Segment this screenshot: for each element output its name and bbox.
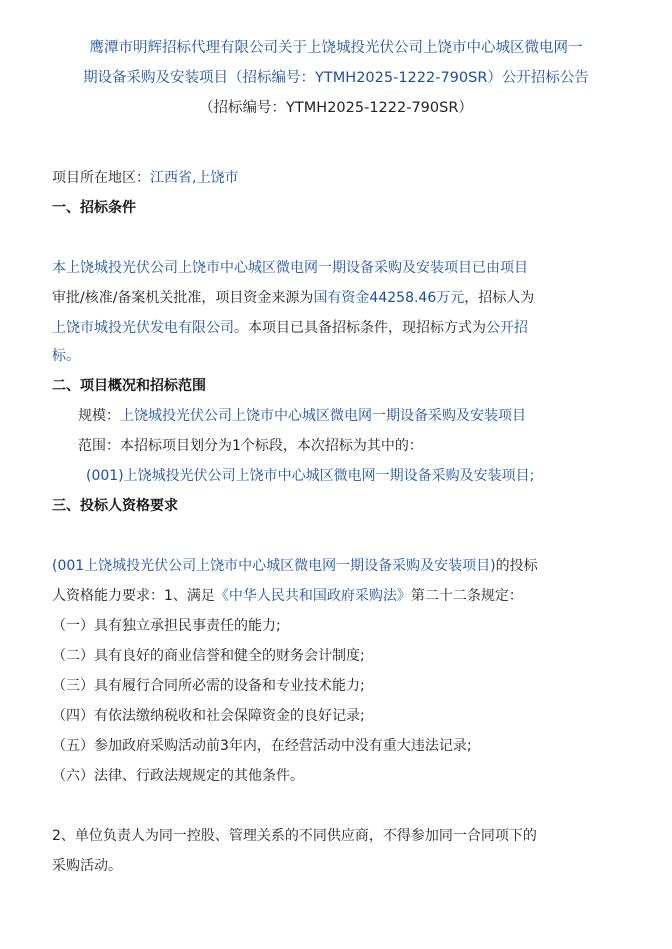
procurement-law-article: 第二十二条规定：: [410, 588, 523, 604]
announcement-title-line-1: 鹰潭市明辉招标代理有限公司关于上饶城投光伏公司上饶市中心城区微电网一: [89, 40, 583, 56]
tenderer-name: 上饶市城投光伏发电有限公司: [52, 320, 234, 336]
project-region: [52, 168, 238, 188]
project-scope: 范围：本招标项目划分为1个标段，本次招标为其中的：: [78, 438, 423, 454]
project-region-value: 江西省,上饶市: [150, 170, 239, 186]
qualification-clause-2-line-2: 采购活动。: [52, 858, 122, 874]
tender-method-label: 。本项目已具备招标条件，现招标方式为: [234, 320, 486, 336]
project-lot: (001)上饶城投光伏公司上饶市中心城区微电网一期设备采购及安装项目;: [86, 468, 535, 484]
procurement-law-name: 《中华人民共和国政府采购法》: [214, 588, 411, 604]
tender-conditions-line-2: [52, 288, 534, 308]
qualification-item: （六）法律、行政法规规定的其他条件。: [52, 768, 304, 784]
tender-conditions-line-3: [52, 318, 528, 338]
section-heading-project-overview: 二、项目概况和招标范围: [52, 378, 206, 394]
qualification-item: （四）有依法缴纳税收和社会保障资金的良好记录;: [52, 708, 365, 724]
qualification-item: （五）参加政府采购活动前3年内，在经营活动中没有重大违法记录;: [52, 738, 472, 754]
qualification-intro-line-2: [52, 586, 523, 606]
tenderer-label: ，招标人为: [464, 290, 535, 306]
project-region-label: 项目所在地区：: [52, 170, 150, 186]
funding-source-label: 审批/核准/备案机关批准，项目资金来源为: [52, 290, 314, 306]
funding-source-value: 国有资金44258.46万元: [313, 290, 465, 306]
project-scale: [78, 406, 526, 426]
announcement-tender-number: （招标编号：YTMH2025-1222-790SR）: [199, 100, 473, 116]
announcement-title-line-2: 期设备采购及安装项目（招标编号：YTMH2025-1222-790SR）公开招标公告: [83, 70, 589, 86]
section-heading-tender-conditions: 一、招标条件: [52, 200, 136, 216]
section-heading-bidder-qualifications: 三、投标人资格要求: [52, 498, 178, 514]
tender-conditions-line-1: 本上饶城投光伏公司上饶市中心城区微电网一期设备采购及安装项目已由项目: [52, 260, 528, 276]
tender-method-value: 公开招: [486, 320, 528, 336]
qualification-item: （三）具有履行合同所必需的设备和专业技术能力;: [52, 678, 365, 694]
qualification-item: （二）具有良好的商业信誉和健全的财务会计制度;: [52, 648, 365, 664]
qualification-lot: (001上饶城投光伏公司上饶市中心城区微电网一期设备采购及安装项目): [52, 558, 496, 574]
qualification-item: （一）具有独立承担民事责任的能力;: [52, 618, 281, 634]
tender-conditions-line-4: 标。: [52, 348, 80, 364]
qualification-intro-line-1: [52, 556, 538, 576]
qualification-requirement-label: 人资格能力要求：1、满足: [52, 588, 215, 604]
project-scale-label: 规模：: [78, 408, 120, 424]
project-scale-value: 上饶城投光伏公司上饶市中心城区微电网一期设备采购及安装项目: [120, 408, 526, 424]
qualification-intro-tail: 的投标: [495, 558, 538, 574]
qualification-clause-2-line-1: 2、单位负责人为同一控股、管理关系的不同供应商，不得参加同一合同项下的: [52, 828, 537, 844]
